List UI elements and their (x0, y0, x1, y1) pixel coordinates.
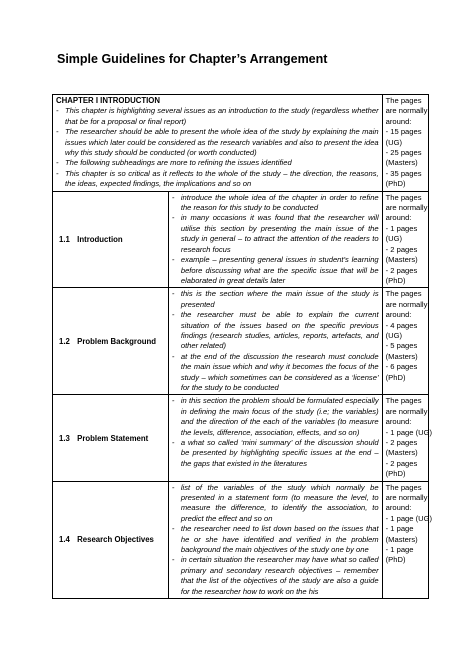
pages-line: are normally (385, 106, 428, 116)
pages-line: (Masters) (385, 255, 418, 265)
pages-line: around: (385, 503, 412, 513)
pages-line: around: (385, 417, 412, 427)
pages-line: are normally (385, 493, 428, 503)
pages-line: (PhD) (385, 372, 406, 382)
section-bullets (168, 481, 382, 598)
section-number: 1.4 (59, 535, 70, 545)
section-row (53, 395, 429, 481)
pages-line: (PhD) (385, 469, 406, 479)
pages-line: - 1 page (385, 524, 414, 534)
section-row (53, 481, 429, 598)
pages-line: - 1 pages (385, 223, 418, 233)
guidelines-table (52, 94, 433, 599)
section-bullets (168, 395, 382, 481)
section-label-cell (53, 395, 169, 481)
pages-line: - 1 page (UG) (385, 513, 433, 523)
section-title: Research Objectives (77, 535, 154, 545)
pages-line: - 6 pages (385, 362, 418, 372)
pages-line: (Masters) (385, 534, 418, 544)
pages-line: - 2 pages (385, 265, 418, 275)
section-label-cell (53, 481, 169, 598)
pages-line: (Masters) (385, 448, 418, 458)
pages-line: - 35 pages (385, 168, 422, 178)
pages-line: - 2 pages (385, 438, 418, 447)
pages-line: - 2 pages (385, 458, 418, 468)
pages-line: (Masters) (385, 351, 418, 361)
pages-line: around: (385, 213, 412, 223)
bullet-item: - The following subheadings are more to refining the issues identified (56, 158, 379, 168)
pages-cell (382, 288, 428, 395)
pages-line: (UG) (385, 137, 403, 147)
section-number: 1.2 (59, 336, 70, 346)
chapter-heading: CHAPTER I INTRODUCTION (56, 96, 160, 105)
pages-line: - 25 pages (385, 148, 422, 158)
section-label-cell (53, 191, 169, 288)
chapter-bullets (56, 106, 379, 189)
pages-line: (UG) (385, 234, 403, 244)
pages-line: - 4 pages (385, 320, 418, 330)
bullet-item: - in this section the problem should be formulated especially in defining the main focus of the study (i.e; the variables) and the direction of the each of the variables (to measure the levels, difference, association, effects, and so on) (172, 396, 379, 438)
pages-line: (PhD) (385, 555, 406, 565)
bullet-item: - This chapter is so critical as it reflects to the whole of the study – the direction, the reasons, the ideas, expected findings, the implications and so on (56, 169, 379, 190)
section-row (53, 288, 429, 395)
bullet-item: - this is the section where the main issue of the study is presented (172, 289, 379, 310)
section-number: 1.1 (59, 234, 70, 244)
pages-cell (382, 95, 428, 192)
pages-line: (PhD) (385, 275, 406, 285)
section-title: Problem Statement (77, 433, 149, 443)
bullet-item: - The researcher should be able to present the whole idea of the study by explaining the main issues which later could be considered as the research variables and also to present the idea why this study should be conducted (or worth conducted) (56, 127, 379, 158)
pages-line: - 1 page (385, 545, 414, 555)
pages-line: The pages (385, 96, 422, 105)
chapter-cell (53, 95, 383, 192)
pages-line: (UG) (385, 330, 403, 340)
pages-line: around: (385, 116, 412, 126)
bullet-item: - This chapter is highlighting several issues as an introduction to the study (regardless whether that be for a proposal or final report) (56, 106, 379, 127)
pages-line: The pages (385, 482, 422, 492)
pages-cell (382, 191, 428, 288)
pages-line: The pages (385, 192, 422, 202)
bullet-item: - introduce the whole idea of the chapter in order to refine the reason for this study to be conducted (172, 193, 379, 214)
pages-line: - 1 page (UG) (385, 427, 433, 437)
section-label-cell (53, 288, 169, 395)
pages-line: are normally (385, 406, 428, 416)
pages-line: (PhD) (385, 179, 406, 189)
pages-line: The pages (385, 289, 422, 299)
bullet-item: - in many occasions it was found that the researcher will utilise this section by presenting the main issue of the study in general – to attract the attention of the readers to research focus (172, 213, 379, 255)
pages-line: - 2 pages (385, 244, 418, 254)
pages-line: - 5 pages (385, 341, 418, 351)
pages-line: are normally (385, 299, 428, 309)
pages-line: - 15 pages (385, 127, 422, 137)
section-number: 1.3 (59, 433, 70, 443)
pages-line: The pages (385, 396, 422, 406)
pages-cell (382, 481, 433, 598)
pages-line: around: (385, 310, 412, 320)
bullet-item: - at the end of the discussion the research must conclude the main issue which and why it becomes the focus of the study – which sometimes can be considered as a ‘license’ for the study to be conducted (172, 352, 379, 394)
page-title: Simple Guidelines for Chapter’s Arrangement (57, 52, 328, 66)
section-title: Problem Background (77, 336, 157, 346)
bullet-item: - the researcher need to list down based on the issues that he or she have identified and verified in the problem background the main objectives of the study one by one (172, 524, 379, 555)
section-bullets (168, 288, 382, 395)
pages-line: are normally (385, 203, 428, 213)
bullet-item: - example – presenting general issues in student’s learning before discussing what are the specific issue that will be elaborated in great details later (172, 255, 379, 286)
bullet-item: - list of the variables of the study which normally be presented in a statement form (to measure the level, to measure the difference, to identify the association, to predict the effect and so on (172, 483, 379, 525)
pages-line: (Masters) (385, 158, 418, 168)
bullet-item: - a what so called ‘mini summary’ of the discussion should be presented by highlighting specific issues at the end – the gaps that existed in the literatures (172, 438, 379, 469)
section-title: Introduction (77, 234, 123, 244)
section-bullets (168, 191, 382, 288)
pages-cell (382, 395, 433, 481)
bullet-item: - the researcher must be able to explain the current situation of the issues based on the specific previous findings (research studies, articles, reports, artefacts, and other related) (172, 310, 379, 352)
bullet-item: - in certain situation the researcher may have what so called primary and secondary research objectives – remember that the list of the objectives of the study are also a guide for the researcher how to work on the his (172, 555, 379, 597)
chapter-row (53, 95, 429, 192)
section-row (53, 191, 429, 288)
